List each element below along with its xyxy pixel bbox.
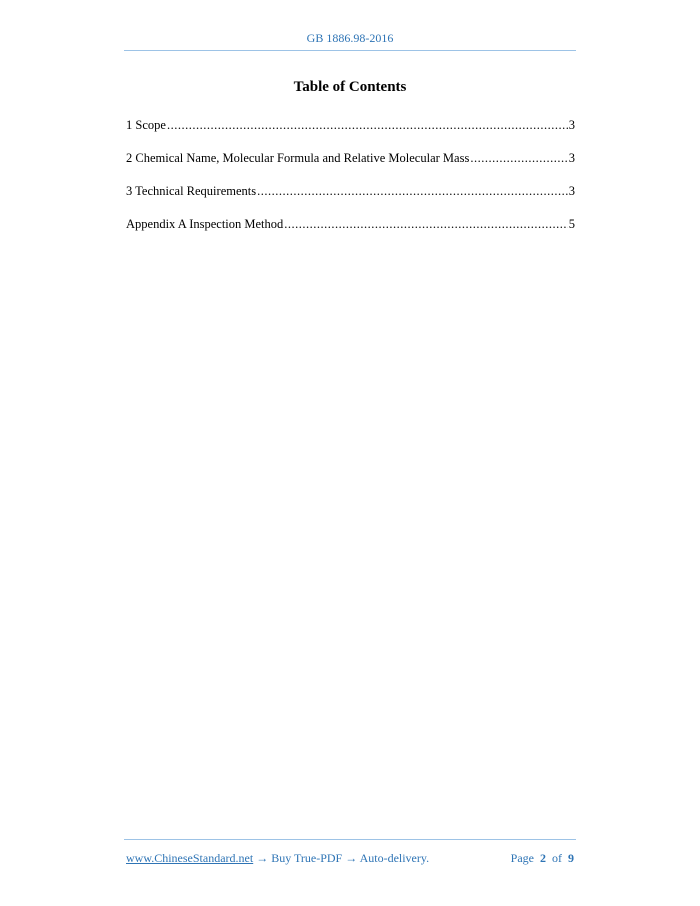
- toc-entry-label: Appendix A Inspection Method: [126, 217, 284, 231]
- toc-dot-leader: [284, 217, 567, 232]
- footer-divider: [124, 839, 576, 840]
- toc-entry-technical-requirements[interactable]: [126, 184, 575, 201]
- toc-heading: Table of Contents: [293, 79, 407, 95]
- toc-entry-page: 3: [568, 184, 575, 198]
- toc-list: [126, 118, 575, 250]
- toc-dot-leader: [167, 118, 568, 133]
- toc-entry-label: 1 Scope: [126, 118, 166, 132]
- toc-entry-scope[interactable]: [126, 118, 575, 135]
- toc-entry-label: 3 Technical Requirements: [126, 184, 257, 198]
- chinesestandard-link[interactable]: www.ChineseStandard.net: [126, 851, 254, 865]
- page-prefix: Page: [510, 851, 534, 865]
- page-footer: [126, 851, 577, 869]
- toc-entry-chemical-name[interactable]: [126, 151, 575, 168]
- page-total: 9: [568, 851, 574, 865]
- toc-entry-label: 2 Chemical Name, Molecular Formula and Relative Molecular Mass: [126, 151, 470, 165]
- toc-entry-page: 3: [568, 118, 575, 132]
- toc-dot-leader: [257, 184, 568, 199]
- toc-entry-page: 5: [568, 217, 575, 231]
- page-of: of: [552, 851, 562, 865]
- footer-promo: [126, 851, 429, 866]
- footer-promo-text: → Buy True-PDF → Auto-delivery.: [253, 851, 430, 865]
- page-current: 2: [540, 851, 546, 865]
- toc-dot-leader: [470, 151, 567, 166]
- toc-entry-appendix-a[interactable]: [126, 217, 575, 234]
- header-divider: [124, 50, 576, 51]
- document-code: GB 1886.98-2016: [306, 31, 394, 45]
- page-indicator: [511, 851, 577, 866]
- toc-entry-page: 3: [568, 151, 575, 165]
